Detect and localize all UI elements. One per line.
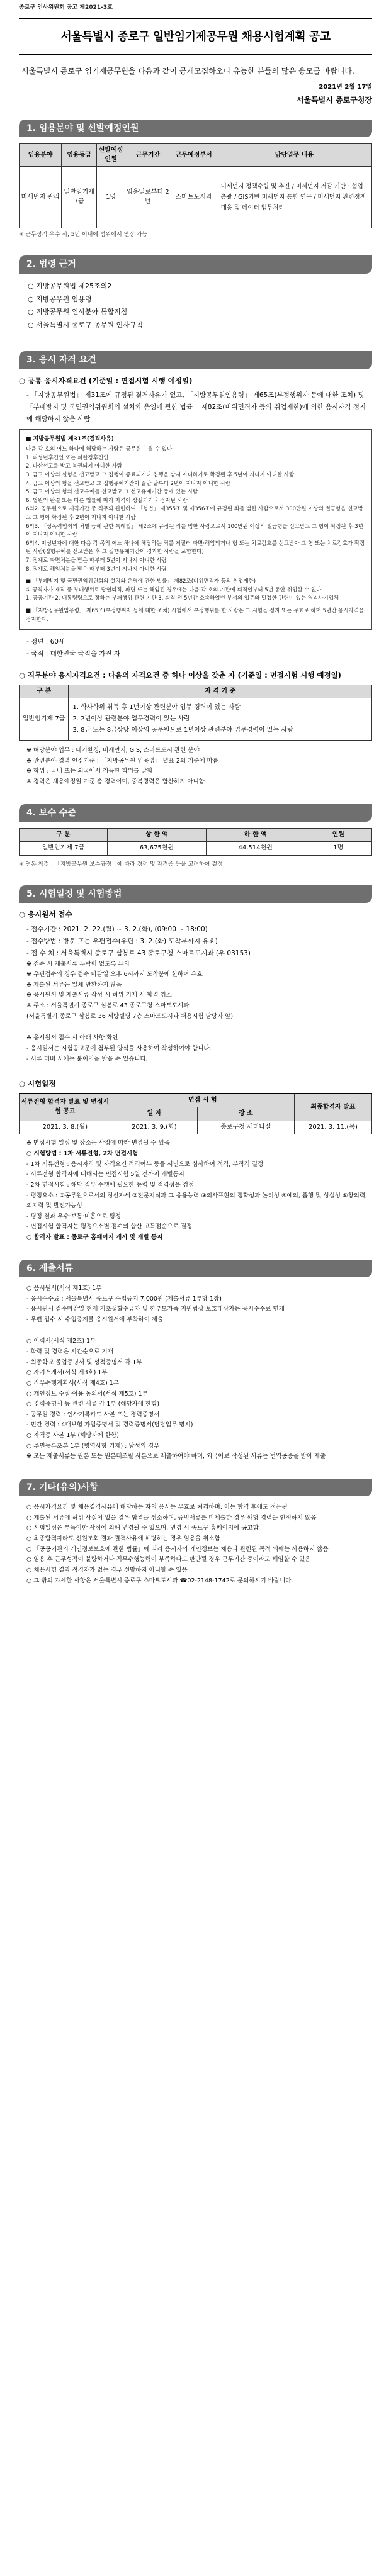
list-item: ○ 주민등록초본 1부 (병역사항 기재) : 남성의 경우 [26,1442,160,1450]
note-line: ○ 시험방법 : 1차 서류전형, 2차 면접시험 [26,1150,139,1157]
section-header-4 [19,804,372,822]
column-header: 근무기간 [125,144,171,167]
document-number: 종로구 인사위원회 공고 제2021-3호 [19,4,113,11]
paragraph-text: - 정년 : 60세 [26,638,65,646]
note-line: - 2차 면접시험 : 해당 직무 수행에 필요한 능력 및 적격성을 검정 [26,1181,195,1189]
salary-note: ※ 연봉 책정 : 「지방공무원 보수규정」에 따라 경력 및 자격증 등을 고려하여 결정 [19,861,223,868]
list-item: ○ 자기소개서(서식 제3호) 1부 [26,1369,108,1377]
column-header: 담당업무 내용 [217,144,371,167]
table-cell: 2021. 3. 9.(화) [111,1121,198,1134]
box-line: ① 공직자가 재직 중 부패행위로 당연퇴직, 파면 또는 해임된 경우에는 다음 각 호의 기관에 퇴직일부터 5년 동안 취업할 수 없다. [26,586,324,593]
list-item: ○ 채용시험 결과 적격자가 없는 경우 선발하지 아니할 수 있음 [26,1566,188,1574]
table-row [20,842,372,856]
duty-cell: 미세먼지 정책수립 및 추진 / 미세먼지 저감 기반 · 협업 총괄 / GIS기반 미세먼지 통합 연구 / 미세먼지 관련정책 대응 및 데이터 업무처리 [217,167,371,228]
table-header-row [20,1094,372,1107]
table-cell: 스마트도시과 [171,167,217,228]
list-item: ○ 응시원서(서식 제1호) 1부 [26,1284,102,1292]
section-header-7 [19,1479,372,1496]
list-item: - 공무원 경력 : 인사기록카드 사본 또는 경력증명서 [26,1411,160,1418]
table-cell: 1명 [97,167,125,228]
application-notes [19,960,372,1022]
qualification-table [19,685,372,741]
table-cell: 임용일로부터 2년 [125,167,171,228]
qualification-line: 2. 2년이상 관련분야 업무경력이 있는 사람 [72,715,190,723]
exam-method [19,1138,372,1243]
section-header-5 [19,885,372,903]
box-line: 8. 징계로 해임처분을 받은 때부터 3년이 지나지 아니한 사람 [26,566,167,573]
note-line: ※ 응시원서 및 제출서류 작성 시 허위 기재 시 합격 취소 [26,992,172,999]
disqualification-box [19,429,372,630]
column-header: 구 분 [20,685,69,698]
table-cell: 1명 [305,842,371,856]
table-cell: 2021. 3. 11.(목) [294,1121,371,1134]
column-header: 서류전형 합격자 발표 및 면접시험 공고 [20,1094,111,1121]
qualification-line: 3. 8급 또는 8급상당 이상의 공무원으로 1년이상 관련분야 업무경력이 있는 사람 [72,727,293,734]
note-line: ※ 응시원서 접수 시 아래 사항 확인 [26,1034,118,1042]
note-line: ※ 해당분야 업무 : 대기환경, 미세먼지, GIS, 스마트도시 관련 분야 [26,747,200,754]
box-line: ■ 「부패방지 및 국민권익위원회의 설치와 운영에 관한 법률」 제82조(비위면직자 등의 취업제한) [26,578,256,585]
paragraph [19,389,372,425]
list-item: - 응시원서 접수마감일 현재 기초생활수급자 및 한부모가족 지원법상 보호대상자는 응시수수료 면제 [26,1306,285,1313]
application-details [19,924,372,960]
box-line: 6. 법원의 판결 또는 다른 법률에 따라 자격이 상실되거나 정지된 사람 [26,497,188,504]
salary-table [19,828,372,856]
table-note: ※ 근무성적 우수 시, 5년 이내에 범위에서 연장 가능 [19,232,148,238]
paragraph-text: - 접 수 처 : 서울특별시 종로구 삼봉로 43 종로구청 스마트도시과 (우 03153) [26,949,251,957]
note-line: - 서류 미비 시에는 불이익을 받을 수 있습니다. [26,1055,148,1063]
section-title: 3. 응시 자격 요건 [19,351,372,369]
subsection-heading: ○ 응시원서 접수 [19,910,72,919]
paragraph-text: - 접수방법 : 방문 또는 우편접수(우편 : 3. 2.(화) 도착분까지 유효) [26,937,218,945]
subsection-heading: ○ 직무분야 응시자격요건 : 다음의 자격요건 중 하나 이상을 갖춘 자 (기준일 : 면접시험 시행 예정일) [19,670,341,680]
note-line: ※ 우편접수의 경우 접수 마감일 오후 6시까지 도착분에 한하여 유효 [26,971,203,978]
position-table [19,143,372,228]
list-item: ○ 지방공무원법 제25조의2 [28,281,112,290]
paragraph-text: - 국적 : 대한민국 국적을 가진 자 [26,650,121,658]
list-item: ○ 임용 후 근무성적이 불량하거나 직무수행능력이 부족하다고 판단될 경우 근무기간 중이라도 해임할 수 있음 [26,1556,311,1564]
list-item: ※ 모든 제출서류는 원본 또는 원본대조필 사본으로 제출하여야 하며, 외국어로 작성된 서류는 번역공증을 받아 제출 [26,1453,326,1460]
note-line: ※ 제출된 서류는 일체 반환하지 않음 [26,981,122,988]
box-line: 7. 징계로 파면처분을 받은 때부터 5년이 지나지 아니한 사람 [26,557,167,564]
page-title: 서울특별시 종로구 일반임기제공무원 채용시험계획 공고 [60,30,331,44]
column-header: 자 격 기 준 [69,685,372,698]
list-item: ○ 경력증명서 등 관련 서류 각 1부 (해당자에 한함) [26,1401,160,1408]
note-line: - 서류전형 합격자에 대해서는 면접시험 5일 전까지 개별통지 [26,1171,184,1179]
box-line: 2. 파산선고를 받고 복권되지 아니한 사람 [26,463,122,470]
subsection-heading: ○ 공통 응시자격요건 (기준일 : 면접시험 시행 예정일) [19,376,193,385]
list-item: - 응시수수료 : 서울특별시 종로구 수입증지 7,000원 (제출서류 1부당 1장) [26,1295,222,1302]
list-item: ○ 제출된 서류에 허위 사실이 있을 경우 합격을 취소하며, 증빙서류를 미제출한 경우 해당 경력을 인정하지 않음 [26,1514,317,1521]
intro-text: 서울특별시 종로구 임기제공무원을 다음과 같이 공개모집하오니 유능한 분들의 많은 응모를 바랍니다. [21,67,354,76]
note-line: - 평정요소 : ①공무원으로서의 정신자세 ②전문지식과 그 응용능력 ③의사표현의 정확성과 논리성 ④예의, 품행 및 성실성 ⑤창의력, 의지력 및 발전가능성 [26,1192,368,1210]
table-cell: 일반임기제 7급 [20,698,69,741]
subsection-heading: ○ 시험일정 [19,1079,56,1089]
note-line: - 1차 서류전형 : 응시자격 및 자격요건 적격여부 등을 서면으로 심사하여 적격, 부적격 결정 [26,1160,264,1168]
list-item: ○ 개인정보 수집·이용 동의서(서식 제5호) 1부 [26,1390,148,1397]
list-item: - 학력 및 경력은 시간순으로 기재 [26,1348,113,1356]
box-line: ■ 「지방공무원임용령」 제65조(부정행위자 등에 대한 조치) 시험에서 부정행위를 한 사람은 그 시험을 정지 또는 무효로 하며 5년간 응시자격을 정지한다. [26,607,365,623]
section-header-1 [19,120,372,137]
section-header-3 [19,351,372,369]
note-line: ※ 주소 : 서울특별시 종로구 삼봉로 43 종로구청 스마트도시과 [26,1002,190,1010]
list-item: - 민간 경력 : 4대보험 가입증명서 및 경력증명서(담당업무 명시) [26,1421,193,1429]
qualification-notes [19,746,372,788]
list-item: ○ 자격증 사본 1부 (해당자에 한함) [26,1432,119,1440]
column-header: 면접 시 험 [111,1094,294,1107]
table-cell: 일반임기제 7급 [20,842,108,856]
list-item: ○ 지방공무원 임용령 [28,294,92,303]
paragraph-text: - 접수기간 : 2021. 2. 22.(월) ~ 3. 2.(화), (09:00 ~ 18:00) [26,925,208,933]
note-line: - 평정 결과 우수·보통·미흡으로 평정 [26,1212,122,1220]
note-line: ※ 경력은 채용예정일 기준 총 경력이며, 중복경력은 합산하지 아니함 [26,778,205,785]
notice-date: 2021년 2월 17일 [319,84,372,91]
column-header: 임용분야 [20,144,62,167]
note-line: (서울특별시 종로구 삼봉로 36 세방빌딩 7층 스마트도시과 채용시험 담당자 앞) [26,1012,234,1020]
column-header: 상 한 액 [108,828,207,842]
list-item: ○ 지방공무원 인사분야 통합지침 [28,308,128,316]
list-item: - 최종학교 졸업증명서 및 성적증명서 각 1부 [26,1358,142,1366]
box-line: 1. 피성년후견인 또는 피한정후견인 [26,454,109,461]
section-title: 7. 기타(유의)사항 [19,1479,372,1496]
table-cell: 44,514천원 [206,842,305,856]
column-header: 구 분 [20,828,108,842]
note-line: ※ 학위 : 국내 또는 외국에서 취득한 학위를 말함 [26,768,153,775]
table-cell: 미세먼지 관리 [20,167,62,228]
box-title: ■ 지방공무원법 제31조(결격사유) [26,435,114,442]
note-line: - 면접시험 합격자는 평정요소별 점수의 합산 고득점순으로 결정 [26,1223,193,1231]
list-item: ○ 직무수행계획서(서식 제4호) 1부 [26,1379,119,1387]
table-header-row [20,144,372,167]
schedule-table [19,1093,372,1135]
list-item: ○ 이력서(서식 제2호) 1부 [26,1338,96,1345]
section-title: 6. 제출서류 [19,1260,372,1277]
column-header: 근무예정부서 [171,144,217,167]
note-line: ○ 합격자 발표 : 종로구 홈페이지 게시 및 개별 통지 [26,1234,163,1241]
list-item: ○ 시험일정은 부득이한 사정에 의해 변경될 수 있으며, 변경 시 종로구 홈페이지에 공고함 [26,1525,259,1532]
issuer-name: 서울특별시 종로구청장 [296,95,372,104]
table-cell: 일반임기제 7급 [62,167,97,228]
column-header: 일 자 [111,1107,198,1121]
column-header: 인원 [305,828,371,842]
column-header: 선발예정인원 [97,144,125,167]
box-line: 3. 금고 이상의 실형을 선고받고 그 집행이 종료되거나 집행을 받지 아니하기로 확정된 후 5년이 지나지 아니한 사람 [26,472,295,479]
box-line: 1. 공공기관 2. 대통령령으로 정하는 부패행위 관련 기관 3. 퇴직 전 5년간 소속하였던 부서의 업무와 밀접한 관련이 있는 영리사기업체 [26,595,339,602]
application-checks [19,1033,372,1065]
section-title: 4. 보수 수준 [19,804,372,822]
table-header-row [20,685,372,698]
table-header-row [20,828,372,842]
column-header: 임용등급 [62,144,97,167]
law-list [19,280,372,333]
box-line: 다음 각 호의 어느 하나에 해당하는 사람은 공무원이 될 수 없다. [26,446,174,453]
box-line: 4. 금고 이상의 형을 선고받고 그 집행유예기간이 끝난 날부터 2년이 지나지 아니한 사람 [26,480,231,487]
section-title: 2. 법령 근거 [19,255,372,273]
column-header: 하 한 액 [206,828,305,842]
list-item: ○ 그 밖의 자세한 사항은 서울특별시 종로구 스마트도시과 ☎02-2148-1742로 문의하시기 바랍니다. [26,1577,293,1584]
box-line: 6의2. 공무원으로 재직기간 중 직무와 관련하여 「형법」 제355조 및 제356조에 규정된 죄를 범한 사람으로서 300만원 이상의 벌금형을 선고받고 그 형이 확정된 후 2년이 지나지 아니한 사람 [26,506,363,522]
note-line: ※ 관련분야 경력 인정기준 : 「지방공무원 임용령」 별표 2의 기준에 따름 [26,757,219,764]
note-line: - 응시원서는 시험공고문에 첨부된 양식을 사용하여 작성하여야 합니다. [26,1044,212,1052]
list-item: ○ 응시자격요건 및 채용결격사유에 해당하는 자의 응시는 무효로 처리하며, 이는 합격 후에도 적용됨 [26,1504,288,1511]
section-header-6 [19,1260,372,1277]
list-item: ○ 「공공기관의 개인정보보호에 관한 법률」에 따라 응시자의 개인정보는 채용과 관련된 목적 외에는 사용하지 않음 [26,1545,329,1553]
list-item: ○ 최종합격자라도 신원조회 결과 결격사유에 해당하는 경우 임용을 취소함 [26,1535,220,1543]
title-banner [19,18,372,55]
paragraph [19,636,372,660]
paragraph-text: - 「지방공무원법」 제31조에 규정된 결격사유가 없고, 「지방공무원임용령」 제65조(부정행위자 등에 대한 조치) 및 「부패방지 및 국민권익위원회의 설치와 운영에 관한 법률」 제82조(비위면직자 등의 취업제한)에 의한 응시자격 정지에 해당하지 않은 사람 [26,391,366,423]
list-item: ○ 서울특별시 종로구 공무원 인사규칙 [28,321,143,330]
box-line: 5. 금고 이상의 형의 선고유예를 선고받고 그 선고유예기간 중에 있는 사람 [26,489,198,496]
list-item: - 우편 접수 시 수입증지를 응시원서에 부착하여 제출 [26,1316,164,1323]
box-line: 6의4. 미성년자에 대한 다음 각 목의 어느 하나에 해당하는 죄를 저질러 파면·해임되거나 형 또는 치료감호를 선고받아 그 형 또는 치료감호가 확정된 사람(집행유예를 선고받은 후 그 집행유예기간이 경과한 사람을 포함한다) [26,540,365,556]
qualification-line: 1. 학사학위 취득 후 1년이상 관련분야 업무 경력이 있는 사람 [72,704,241,712]
documents-list [19,1284,372,1462]
box-line: 6의3. 「성폭력범죄의 처벌 등에 관한 특례법」 제2조에 규정된 죄를 범한 사람으로서 100만원 이상의 벌금형을 선고받고 그 형이 확정된 후 3년이 지나지 아니한 사람 [26,523,363,539]
note-line: ※ 면접시험 일정 및 장소는 사정에 따라 변경될 수 있음 [26,1140,170,1147]
column-header: 최종합격자 발표 [294,1094,371,1121]
table-cell: 2021. 3. 8.(월) [20,1121,111,1134]
note-line: ※ 접수 시 제출서류 누락이 없도록 유의 [26,960,130,968]
table-cell: 종로구청 세미나실 [198,1121,295,1134]
table-row [20,1121,372,1134]
column-header: 장 소 [198,1107,295,1121]
table-row [20,167,372,228]
section-header-2 [19,255,372,273]
section-title: 1. 임용분야 및 선발예정인원 [19,120,372,137]
section-title: 5. 시험일정 및 시험방법 [19,885,372,903]
notices-list [19,1503,372,1586]
table-cell: 63,675천원 [108,842,207,856]
table-row [20,698,372,741]
table-cell [69,698,372,741]
